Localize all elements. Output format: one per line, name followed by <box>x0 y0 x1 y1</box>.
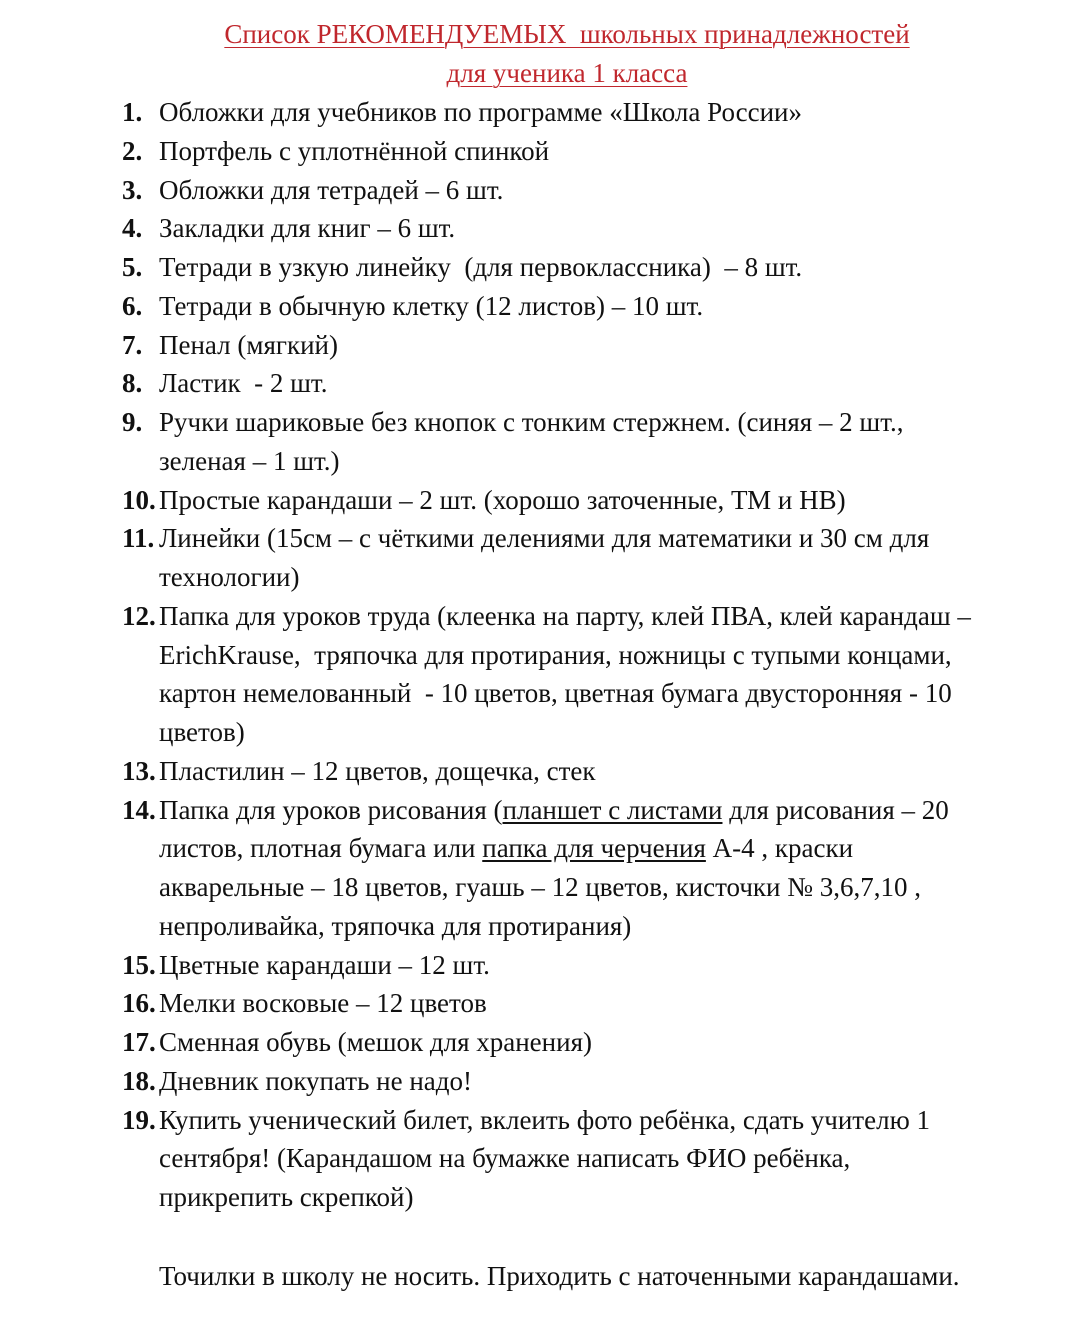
list-item <box>122 132 1062 171</box>
list-item-text-line: Тетради в обычную клетку (12 листов) – 10 шт. <box>159 290 704 321</box>
list-item <box>122 248 1062 287</box>
list-item-text-line: Портфель с уплотнённой спинкой <box>159 135 550 166</box>
list-item-text-line: сентября! (Карандашом на бумажке написать ФИО ребёнка, <box>159 1143 851 1174</box>
text-segment: для рисования – 20 <box>722 794 949 825</box>
list-item-number: 8. <box>122 368 143 399</box>
list-item <box>122 171 1062 210</box>
underlined-text-segment: папка для черчения <box>482 833 706 864</box>
list-item-text-line <box>122 829 1062 868</box>
list-item-number: 16. <box>122 988 156 1019</box>
list-item-text-line: зеленая – 1 шт.) <box>159 445 340 476</box>
list-item-text-line: Линейки (15см – с чёткими делениями для математики и 30 см для <box>159 523 930 554</box>
list-item-text-line: прикрепить скрепкой) <box>159 1182 414 1212</box>
supply-list <box>122 93 1062 1217</box>
list-item-text-line: Дневник покупать не надо! <box>159 1065 472 1096</box>
list-item-text-line: Мелки восковые – 12 цветов <box>159 988 487 1019</box>
list-item-number: 6. <box>122 290 143 321</box>
text-segment: Папка для уроков рисования ( <box>159 794 503 825</box>
list-item-number: 12. <box>122 600 156 631</box>
list-item-number: 10. <box>122 484 156 515</box>
list-item-text-line: цветов) <box>159 717 245 747</box>
list-item <box>122 1023 1062 1062</box>
list-item-text-line: картон немелованный - 10 цветов, цветная бумага двусторонняя - 10 <box>159 678 952 709</box>
list-item <box>122 287 1062 326</box>
list-item <box>122 1101 1062 1217</box>
list-item-number: 3. <box>122 174 143 205</box>
list-item-text-line: Папка для уроков труда (клеенка на парту, клей ПВА, клей карандаш – <box>159 600 971 631</box>
list-item-text-line: Закладки для книг – 6 шт. <box>159 213 456 244</box>
list-item-text-line: непроливайка, тряпочка для протирания) <box>159 910 632 941</box>
list-item-text-line: Тетради в узкую линейку (для первоклассника) – 8 шт. <box>159 252 803 282</box>
list-item <box>122 791 1062 946</box>
list-item-number: 4. <box>122 213 143 244</box>
list-item-text-line: ErichKrause, тряпочка для протирания, ножницы с тупыми концами, <box>159 639 952 670</box>
list-item-text-line: Ручки шариковые без кнопок с тонким стержнем. (синяя – 2 шт., <box>159 407 904 437</box>
list-item-number: 17. <box>122 1027 156 1057</box>
list-item-number: 15. <box>122 949 156 980</box>
list-item-text-line: Обложки для тетрадей – 6 шт. <box>159 174 504 205</box>
list-item <box>122 481 1062 520</box>
list-item <box>122 1062 1062 1101</box>
list-item-text-line: технологии) <box>159 562 300 592</box>
list-item <box>122 597 1062 752</box>
list-item-number: 18. <box>122 1065 156 1096</box>
list-item-text-line: Сменная обувь (мешок для хранения) <box>159 1027 592 1057</box>
underlined-text-segment: планшет с листами <box>502 794 723 825</box>
list-item-number: 13. <box>122 755 156 786</box>
footer-note: Точилки в школу не носить. Приходить с наточенными карандашами. <box>159 1261 960 1291</box>
list-item-number: 1. <box>122 97 143 127</box>
list-item-number: 7. <box>122 329 143 360</box>
document-title-line-2: для ученика 1 класса <box>446 58 688 88</box>
list-item-number: 9. <box>122 407 143 437</box>
list-item-number: 11. <box>122 523 155 554</box>
list-item <box>122 752 1062 791</box>
text-segment: А-4 , краски <box>705 833 854 864</box>
document-title-line-1: Список РЕКОМЕНДУЕМЫХ школьных принадлежностей <box>224 19 910 49</box>
list-item-text-line: Пластилин – 12 цветов, дощечка, стек <box>159 755 596 786</box>
list-item <box>122 209 1062 248</box>
list-item-text-line: Пенал (мягкий) <box>159 329 338 360</box>
list-item <box>122 326 1062 365</box>
list-item-text-line <box>122 791 1062 830</box>
list-item <box>122 364 1062 403</box>
list-item-number: 14. <box>122 794 156 825</box>
list-item-text-line: Купить ученический билет, вклеить фото ребёнка, сдать учителю 1 <box>159 1104 930 1135</box>
list-item-text-line: акварельные – 18 цветов, гуашь – 12 цветов, кисточки № 3,6,7,10 , <box>159 872 922 902</box>
list-item <box>122 519 1062 597</box>
list-item-number: 2. <box>122 135 143 166</box>
text-segment: листов, плотная бумага или <box>159 833 483 864</box>
list-item <box>122 984 1062 1023</box>
list-item-text-line: Цветные карандаши – 12 шт. <box>159 949 490 980</box>
list-item <box>122 93 1062 132</box>
list-item-text-line: Обложки для учебников по программе «Школа России» <box>159 97 802 127</box>
list-item-text-line: Ластик - 2 шт. <box>159 368 328 399</box>
list-item-text-line: Простые карандаши – 2 шт. (хорошо заточенные, ТМ и НВ) <box>159 484 846 515</box>
list-item <box>122 403 1062 481</box>
list-item-number: 19. <box>122 1104 156 1135</box>
list-item-number: 5. <box>122 252 143 282</box>
list-item <box>122 946 1062 985</box>
